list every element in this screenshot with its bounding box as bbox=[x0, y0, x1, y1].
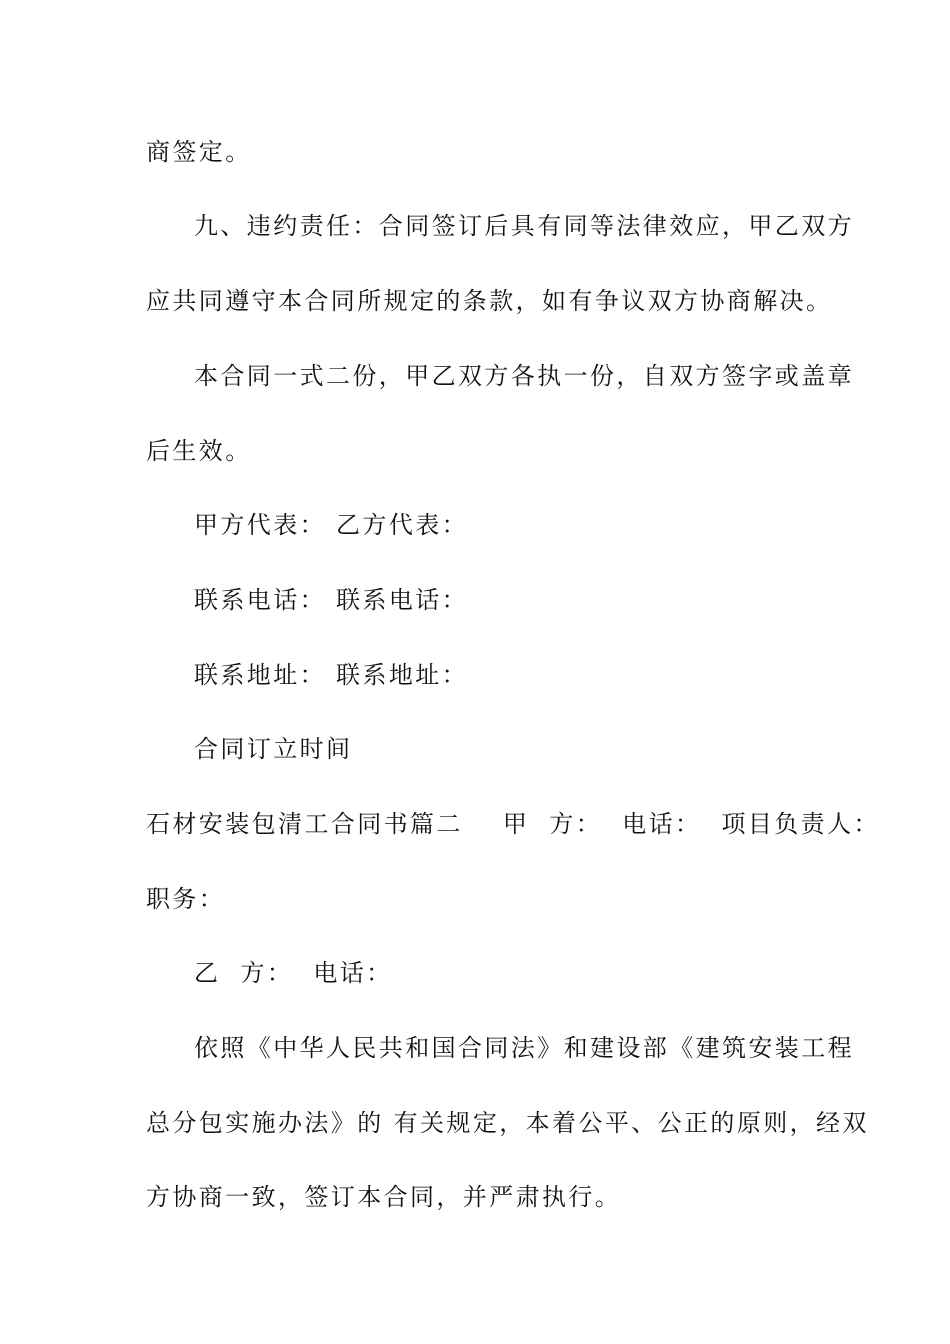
text-line: 应共同遵守本合同所规定的条款，如有争议双方协商解决。 bbox=[146, 287, 833, 315]
text-line: 九、违约责任：合同签订后具有同等法律效应，甲乙双方 bbox=[194, 212, 854, 240]
text-line: 乙 方： 电话： bbox=[194, 959, 393, 987]
text-line: 总分包实施办法》的 有关规定，本着公平、公正的原则，经双 bbox=[146, 1109, 869, 1137]
text-line: 联系电话： 联系电话： bbox=[194, 586, 469, 614]
text-line: 联系地址： 联系地址： bbox=[194, 661, 469, 689]
text-line: 后生效。 bbox=[146, 437, 252, 465]
text-line: 方协商一致，签订本合同，并严肃执行。 bbox=[146, 1183, 622, 1211]
text-line: 石材安装包清工合同书篇二 甲 方： 电话： 项目负责人： bbox=[146, 810, 880, 838]
text-line: 本合同一式二份，甲乙双方各执一份，自双方签字或盖章 bbox=[194, 362, 854, 390]
text-line: 合同订立时间 bbox=[194, 735, 353, 763]
text-line: 职务： bbox=[146, 885, 226, 913]
text-line: 依照《中华人民共和国合同法》和建设部《建筑安装工程 bbox=[194, 1034, 854, 1062]
text-line: 甲方代表： 乙方代表： bbox=[194, 511, 469, 539]
text-line: 商签定。 bbox=[146, 138, 252, 166]
